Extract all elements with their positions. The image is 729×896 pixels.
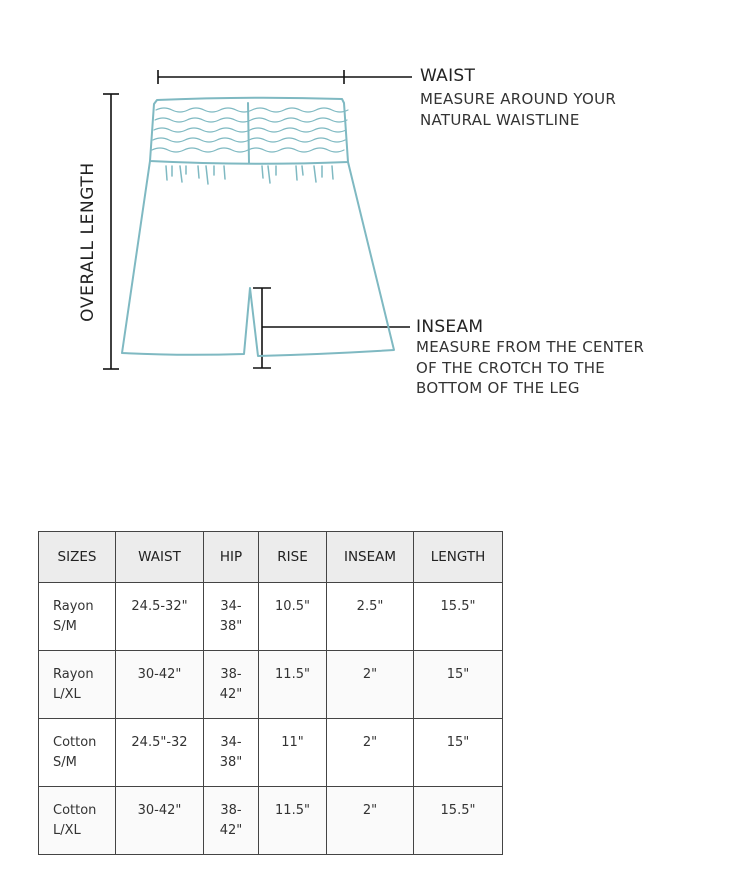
header-inseam: INSEAM — [327, 532, 414, 583]
cell-size: Rayon L/XL — [39, 651, 116, 719]
header-sizes: SIZES — [39, 532, 116, 583]
table-row — [39, 583, 503, 651]
cell-length: 15.5" — [414, 787, 503, 855]
cell-inseam: 2" — [327, 719, 414, 787]
header-rise: RISE — [259, 532, 327, 583]
table-row — [39, 651, 503, 719]
cell-hip: 38-42" — [204, 787, 259, 855]
cell-waist: 24.5"-32 — [116, 719, 204, 787]
size-chart-table — [38, 531, 503, 855]
table-row — [39, 787, 503, 855]
table-row — [39, 719, 503, 787]
cell-hip: 34-38" — [204, 583, 259, 651]
cell-waist: 30-42" — [116, 787, 204, 855]
cell-size: Cotton L/XL — [39, 787, 116, 855]
cell-length: 15" — [414, 651, 503, 719]
cell-waist: 30-42" — [116, 651, 204, 719]
inseam-description: MEASURE FROM THE CENTER OF THE CROTCH TO THE BOTTOM OF THE LEG — [416, 338, 645, 397]
cell-size: Rayon S/M — [39, 583, 116, 651]
table-header-row — [39, 532, 503, 583]
waist-label: WAIST — [420, 66, 476, 86]
header-waist: WAIST — [116, 532, 204, 583]
cell-hip: 34-38" — [204, 719, 259, 787]
waist-description: MEASURE AROUND YOUR NATURAL WAISTLINE — [420, 90, 617, 129]
overall-length-label: OVERALL LENGTH — [78, 162, 98, 322]
cell-waist: 24.5-32" — [116, 583, 204, 651]
cell-length: 15.5" — [414, 583, 503, 651]
cell-rise: 10.5" — [259, 583, 327, 651]
length-measure-line — [103, 94, 119, 369]
cell-length: 15" — [414, 719, 503, 787]
cell-size: Cotton S/M — [39, 719, 116, 787]
header-hip: HIP — [204, 532, 259, 583]
cell-hip: 38-42" — [204, 651, 259, 719]
cell-inseam: 2" — [327, 651, 414, 719]
cell-rise: 11.5" — [259, 787, 327, 855]
cell-rise: 11.5" — [259, 651, 327, 719]
cell-rise: 11" — [259, 719, 327, 787]
cell-inseam: 2.5" — [327, 583, 414, 651]
shorts-outline — [122, 98, 394, 356]
cell-inseam: 2" — [327, 787, 414, 855]
size-diagram — [0, 0, 729, 420]
waist-measure-line — [158, 70, 412, 84]
inseam-label: INSEAM — [416, 317, 484, 337]
header-length: LENGTH — [414, 532, 503, 583]
